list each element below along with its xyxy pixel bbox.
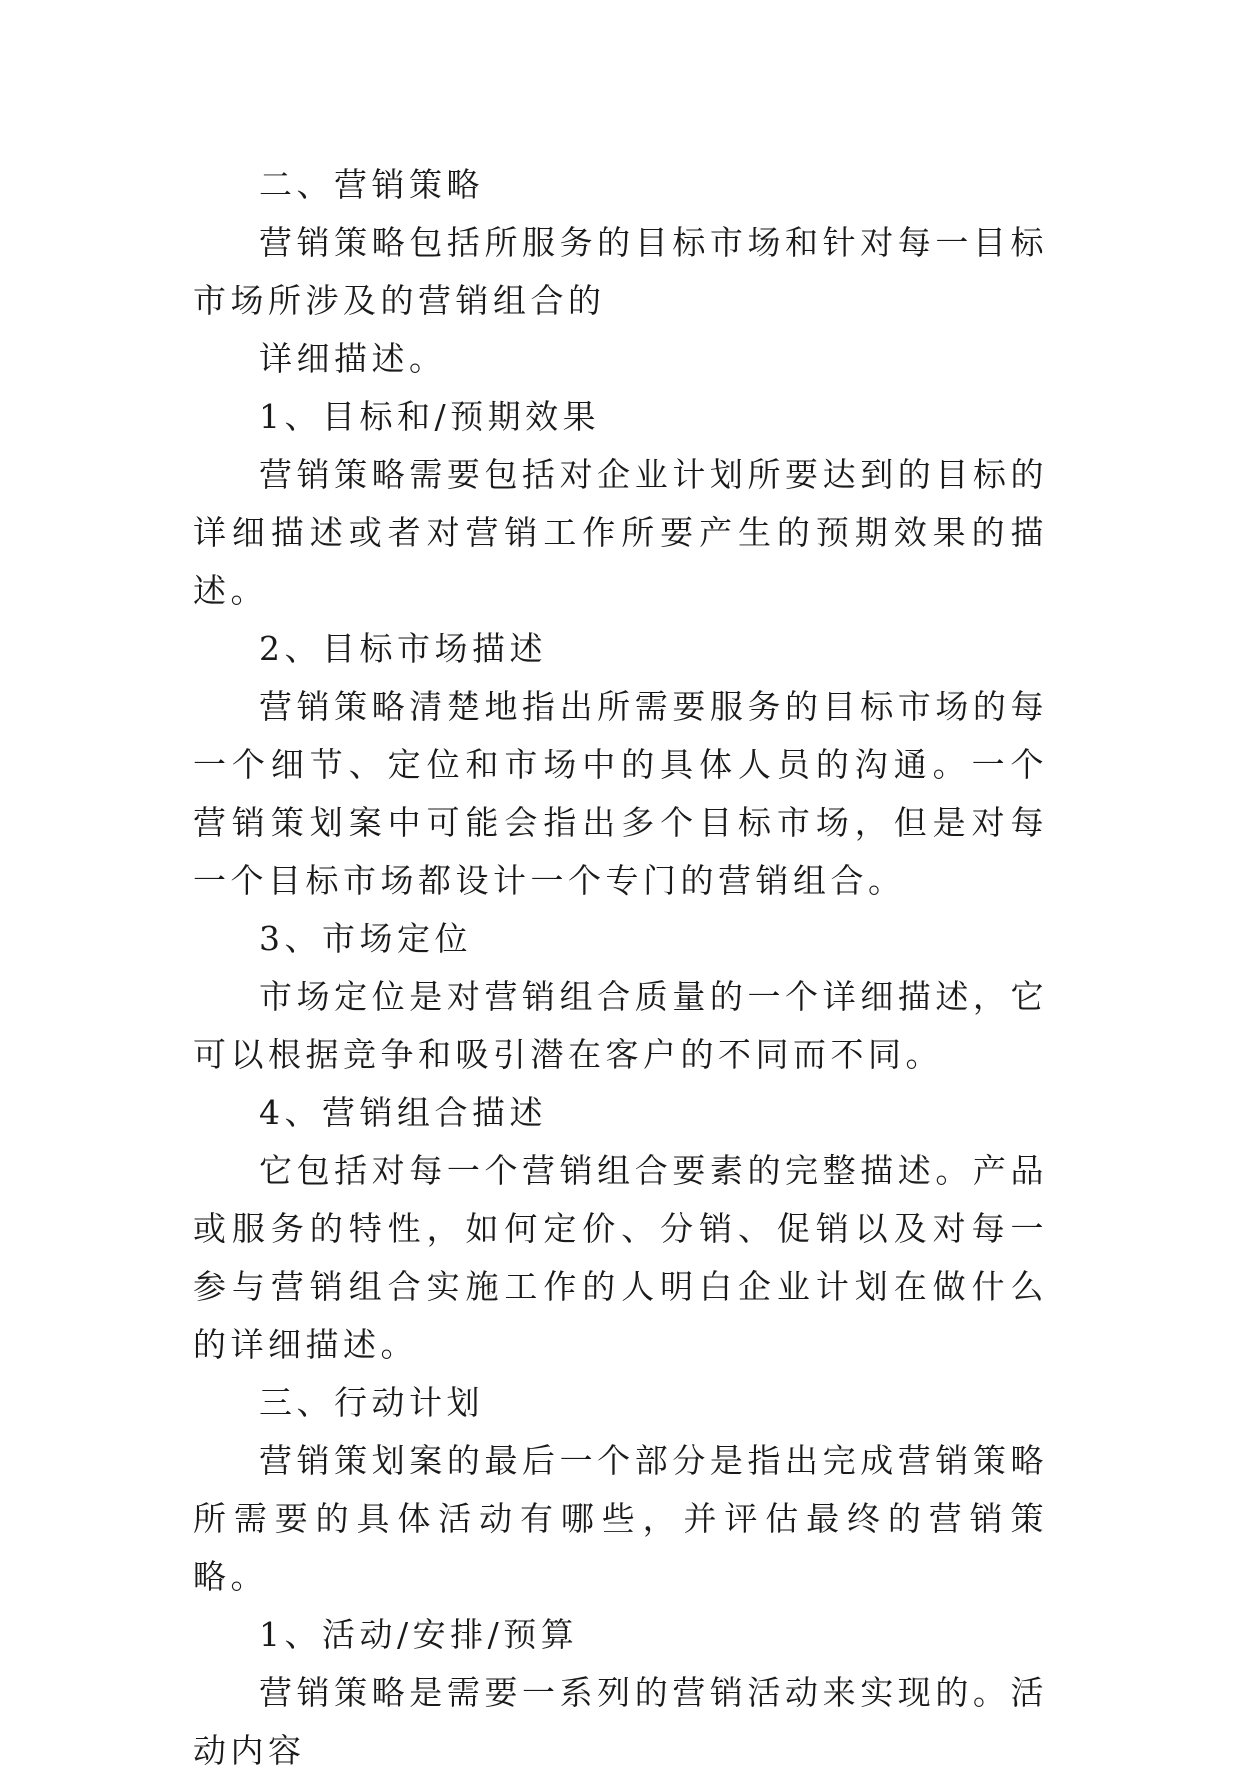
subsection-heading: 3、市场定位 <box>259 919 472 958</box>
subsection-heading: 2、目标市场描述 <box>259 629 547 668</box>
body-paragraph: 市场定位是对营销组合质量的一个详细描述，它可以根据竞争和吸引潜在客户的不同而不同。 <box>193 977 1048 1074</box>
section-heading: 三、行动计划 <box>259 1383 484 1422</box>
body-paragraph: 详细描述。 <box>259 339 447 378</box>
body-paragraph: 营销策略包括所服务的目标市场和针对每一目标市场所涉及的营销组合的 <box>193 223 1048 320</box>
subsection-heading: 4、营销组合描述 <box>259 1093 547 1132</box>
body-paragraph: 营销策略是需要一系列的营销活动来实现的。活动内容 <box>193 1673 1048 1770</box>
subsection-heading: 1、活动/安排/预算 <box>259 1615 579 1654</box>
body-paragraph: 营销策略需要包括对企业计划所要达到的目标的详细描述或者对营销工作所要产生的预期效果的描述。 <box>193 455 1048 610</box>
body-paragraph: 它包括对每一个营销组合要素的完整描述。产品或服务的特性，如何定价、分销、促销以及对每一参与营销组合实施工作的人明白企业计划在做什么的详细描述。 <box>193 1151 1048 1364</box>
body-paragraph: 营销策略清楚地指出所需要服务的目标市场的每一个细节、定位和市场中的具体人员的沟通。一个营销策划案中可能会指出多个目标市场，但是对每一个目标市场都设计一个专门的营销组合。 <box>193 687 1048 900</box>
body-paragraph: 营销策划案的最后一个部分是指出完成营销策略所需要的具体活动有哪些，并评估最终的营销策略。 <box>193 1441 1048 1596</box>
section-heading: 二、营销策略 <box>259 165 484 204</box>
subsection-heading: 1、目标和/预期效果 <box>259 397 601 436</box>
